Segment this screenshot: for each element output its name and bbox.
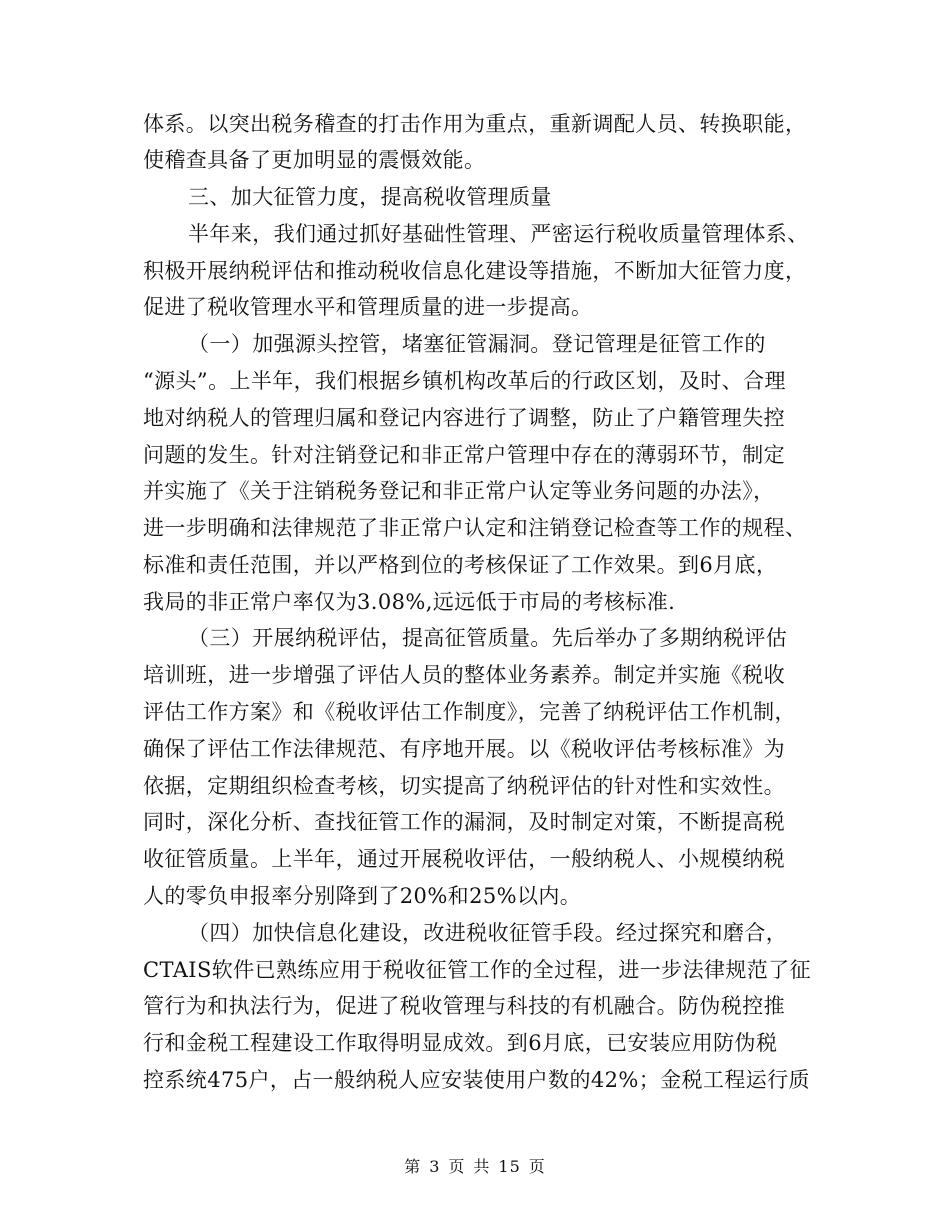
section-heading: 三、加大征管力度，提高税收管理质量 [188,185,552,209]
paragraph-line: 人的零负申报率分别降到了20%和25%以内。 [143,884,582,908]
paragraph-line: 培训班，进一步增强了评估人员的整体业务素养。制定并实施《税收 [143,663,785,687]
paragraph-line: 标准和责任范围，并以严格到位的考核保证了工作效果。到6月底， [143,553,778,577]
paragraph-line: 评估工作方案》和《税收评估工作制度》，完善了纳税评估工作机制， [143,700,796,724]
paragraph-line: （一）加强源头控管，堵塞征管漏洞。登记管理是征管工作的 [188,332,766,356]
paragraph-line: 同时，深化分析、查找征管工作的漏洞，及时制定对策，不断提高税 [143,810,785,834]
paragraph-line: 行和金税工程建设工作取得明显成效。到6月底，已安装应用防伪税 [143,1031,778,1055]
paragraph-line: 进一步明确和法律规范了非正常户认定和注销登记检查等工作的规程、 [143,516,807,540]
paragraph-line: 促进了税收管理水平和管理质量的进一步提高。 [143,295,593,319]
paragraph-line: 收征管质量。上半年，通过开展税收评估，一般纳税人、小规模纳税 [143,847,785,871]
total-label: 共 [473,1157,491,1176]
paragraph-line: 管行为和执法行为，促进了税收管理与科技的有机融合。防伪税控推 [143,994,785,1018]
paragraph-line: CTAIS软件已熟练应用于税收征管工作的全过程，进一步法律规范了征 [143,958,811,982]
page-label: 页 [528,1157,546,1176]
paragraph-line: 积极开展纳税评估和推动税收信息化建设等措施，不断加大征管力度， [143,259,807,283]
current-page-number: 3 [429,1157,441,1176]
paragraph-line: （四）加快信息化建设，改进税收征管手段。经过探究和磨合， [188,921,788,945]
paragraph-line: 半年来，我们通过抓好基础性管理、严密运行税收质量管理体系、 [188,222,809,246]
paragraph-line: 地对纳税人的管理归属和登记内容进行了调整，防止了户籍管理失控 [143,406,785,430]
paragraph-line: 确保了评估工作法律规范、有序地开展。以《税收评估考核标准》为 [143,737,785,761]
paragraph-line: 我局的非正常户率仅为3.08%,远远低于市局的考核标准. [143,590,676,614]
paragraph-line: 使稽查具备了更加明显的震慑效能。 [143,148,486,172]
total-pages-number: 15 [498,1157,521,1176]
paragraph-line: 体系。以突出税务稽查的打击作用为重点，重新调配人员、转换职能， [143,112,807,136]
paragraph-line: 问题的发生。针对注销登记和非正常户管理中存在的薄弱环节，制定 [143,443,785,467]
paragraph-line: 并实施了《关于注销税务登记和非正常户认定等业务问题的办法》， [143,479,775,503]
page-label: 页 [448,1157,466,1176]
paragraph-line: 依据，定期组织检查考核，切实提高了纳税评估的针对性和实效性。 [143,774,785,798]
page-label-prefix: 第 [404,1157,422,1176]
paragraph-line: （三）开展纳税评估，提高征管质量。先后举办了多期纳税评估 [188,626,788,650]
paragraph-line: “源头”。上半年，我们根据乡镇机构改革后的行政区划，及时、合理 [143,369,786,393]
page-footer [0,1157,950,1177]
paragraph-line: 控系统475户，占一般纳税人应安装使用户数的42%；金税工程运行质 [143,1068,810,1092]
